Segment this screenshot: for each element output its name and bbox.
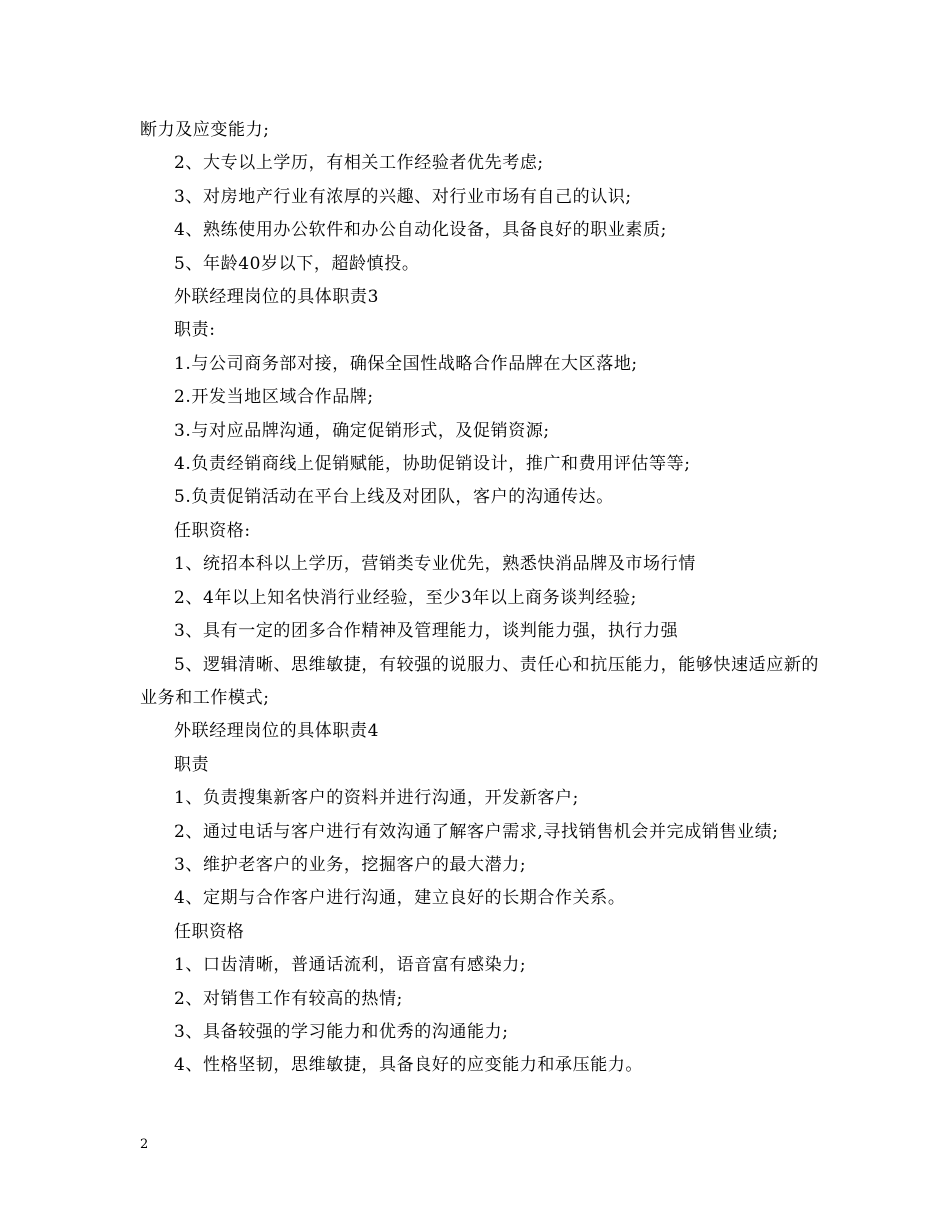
paragraph: 4.负责经销商线上促销赋能，协助促销设计，推广和费用评估等等; <box>174 454 691 475</box>
subsection-label: 职责 <box>174 754 210 775</box>
paragraph: 4、定期与合作客户进行沟通，建立良好的长期合作关系。 <box>174 888 626 909</box>
paragraph: 3.与对应品牌沟通，确定促销形式，及促销资源; <box>174 420 550 441</box>
paragraph: 3、对房地产行业有浓厚的兴趣、对行业市场有自己的认识; <box>174 186 632 207</box>
paragraph: 2、大专以上学历，有相关工作经验者优先考虑; <box>174 153 544 174</box>
subsection-label: 任职资格: <box>174 520 251 541</box>
paragraph: 2、通过电话与客户进行有效沟通了解客户需求,寻找销售机会并完成销售业绩; <box>174 821 779 842</box>
paragraph: 4、性格坚韧，思维敏捷，具备良好的应变能力和承压能力。 <box>174 1055 644 1076</box>
paragraph: 2.开发当地区域合作品牌; <box>174 387 374 408</box>
paragraph: 3、维护老客户的业务，挖掘客户的最大潜力; <box>174 854 527 875</box>
paragraph: 2、4年以上知名快消行业经验，至少3年以上商务谈判经验; <box>174 587 637 608</box>
subsection-label: 职责: <box>174 320 216 341</box>
paragraph: 1、口齿清晰，普通话流利，语音富有感染力; <box>174 955 527 976</box>
paragraph: 4、熟练使用办公软件和办公自动化设备，具备良好的职业素质; <box>174 220 667 241</box>
page-number: 2 <box>140 1137 149 1152</box>
paragraph: 3、具备较强的学习能力和优秀的沟通能力; <box>174 1021 509 1042</box>
paragraph: 5、年龄40岁以下，超龄慎投。 <box>174 253 420 274</box>
paragraph: 5、逻辑清晰、思维敏捷，有较强的说服力、责任心和抗压能力，能够快速适应新的业务和工作模式; <box>140 654 820 708</box>
paragraph: 断力及应变能力; <box>140 120 270 140</box>
section-heading: 外联经理岗位的具体职责3 <box>174 287 380 308</box>
paragraph: 3、具有一定的团多合作精神及管理能力，谈判能力强，执行力强 <box>174 621 679 642</box>
paragraph: 1.与公司商务部对接，确保全国性战略合作品牌在大区落地; <box>174 353 638 374</box>
subsection-label: 任职资格 <box>174 921 245 942</box>
document-body <box>140 114 830 1083</box>
section-heading: 外联经理岗位的具体职责4 <box>174 721 380 742</box>
paragraph: 1、统招本科以上学历，营销类专业优先，熟悉快消品牌及市场行情 <box>174 554 696 575</box>
paragraph: 5.负责促销活动在平台上线及对团队，客户的沟通传达。 <box>174 487 614 508</box>
paragraph: 1、负责搜集新客户的资料并进行沟通，开发新客户; <box>174 788 579 809</box>
paragraph: 2、对销售工作有较高的热情; <box>174 988 403 1009</box>
